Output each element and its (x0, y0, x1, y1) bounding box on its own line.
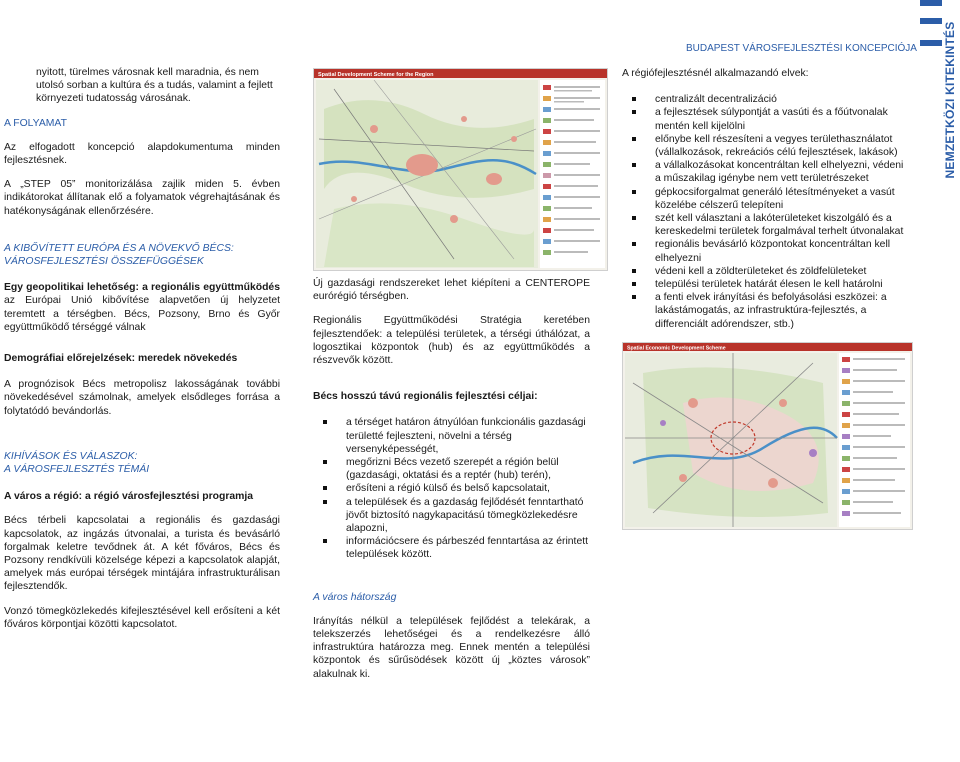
demography-paragraph: A prognózisok Bécs metropolisz lakosságának további növekedésével számolnak, amelyek elsődleges forrása a folytatódó bevándorlás. (4, 379, 280, 417)
demography-heading: Demográfiai előrejelzések: meredek növekedés (4, 353, 238, 365)
economic-development-map (622, 342, 913, 530)
hinterland-heading: A város hátország (313, 591, 397, 603)
kihivasok-heading-line-2: A VÁROSFEJLESZTÉS TÉMÁI (4, 464, 150, 476)
goals-list (313, 416, 590, 561)
folyamat-paragraph-1: Az elfogadott koncepció alapdokumentuma minden fejlesztésnek. (4, 141, 280, 167)
principle-item: a vállalkozásokat koncentráltan kell elhelyezni, védeni a műszakilag igénybe nem vett területrészeket (622, 159, 910, 185)
column-1 (4, 66, 280, 631)
principle-item: a fenti elvek irányítási és befolyásolási eszközei: a lakástámogatás, az infrastruktúra-fejlesztés, a differenciált adórendszer, stb.) (622, 291, 910, 331)
principle-item: gépkocsiforgalmat generáló létesítményeket a vasút közelébe célszerű telepíteni (622, 186, 910, 212)
geopolitical-text: az Európai Unió kibővítése alapvetően új helyzetet teremtett a térségben. Bécs, Pozsony, Brno és Győr együttműködő térséggé válnak (4, 295, 280, 333)
principles-list (622, 93, 910, 331)
principle-item: települési területek határát élesen le kell határolni (622, 278, 910, 291)
geopolitical-lead: Egy geopolitikai lehetőség: a regionális együttműködés (4, 282, 280, 294)
economic-map-title: Spatial Economic Development Scheme (627, 345, 726, 352)
principle-item: szét kell választani a lakóterületeket kiszolgáló és a kereskedelmi területek forgalmával terhelt útvonalakat (622, 212, 910, 238)
goal-item: erősíteni a régió külső és belső kapcsolatait, (313, 482, 590, 495)
regional-map-title: Spatial Development Scheme for the Region (318, 72, 434, 78)
regional-map-graphic (314, 69, 607, 270)
kihivasok-heading-line-1: KIHÍVÁSOK ÉS VÁLASZOK: (4, 450, 138, 462)
europa-heading-line-2: VÁROSFEJLESZTÉSI ÖSSZEFÜGGÉSEK (4, 256, 204, 268)
strategy-paragraph: Regionális Együttműködési Stratégia keretében fejlesztendőek: a települési területek, a térségi úthálózat, a logosztikai központok (hub) és az együttműködés a részvevők között. (313, 315, 590, 367)
centerope-paragraph: Új gazdasági rendszereket lehet kiépíteni a CENTEROPE eurórégió térségben. (313, 278, 590, 303)
geopolitical-paragraph (4, 281, 280, 334)
intro-paragraph: nyitott, türelmes városnak kell maradnia, és nem utolsó sorban a kultúra és a tudás, valamint a fejlett környezeti tudatosság városának. (36, 67, 273, 105)
principle-item: védeni kell a zöldterületeket és zöldfelületeket (622, 265, 910, 278)
goals-heading: Bécs hosszú távú regionális fejlesztési céljai: (313, 391, 538, 403)
goal-item: megőrizni Bécs vezető szerepét a régión belül (gazdasági, oktatási és a reptér (hub) terén), (313, 456, 590, 482)
side-stripe-2 (920, 18, 942, 24)
regional-spatial-map (313, 68, 608, 271)
column-2 (313, 277, 590, 681)
side-stripe-3 (920, 40, 942, 46)
principle-item: regionális bevásárló központokat koncentráltan kell elhelyezni (622, 238, 910, 264)
side-stripe-1 (920, 0, 942, 6)
section-header-title: BUDAPEST VÁROSFEJLESZTÉSI KONCEPCIÓJA (686, 43, 917, 54)
hinterland-paragraph: Irányítás nélkül a települések fejlődést a telekárak, a telekszerzés lehetőségei és a rendelkezésre álló infrastruktúra határozza meg. Ennek mentén a települési központok és sűrűsödések között új „köztes városok” alakulnak ki. (313, 615, 590, 680)
principle-item: a fejlesztések súlypontját a vasúti és a főútvonalak mentén kell kijelölni (622, 106, 910, 132)
goal-item: információcsere és párbeszéd fenntartása az érintett települések között. (313, 535, 590, 561)
folyamat-paragraph-2: A „STEP 05” monitorizálása zajlik miden 5. évben indikátorokat állítanak elő a folyamatok végrehajtásának és hatékonyságának ellenőrzésére. (4, 179, 280, 217)
principle-item: előnybe kell részesíteni a vegyes területhasználatot (vállalkozások, rekreációs célú fejlesztések, lakások) (622, 133, 910, 159)
transport-paragraph: Vonzó tömegközlekedés kifejlesztésével kell erősíteni a két főváros körpontjai közötti kapcsolatot. (4, 605, 280, 630)
vertical-section-title: NEMZETKÖZI KITEKINTÉS (943, 21, 957, 179)
column-3 (622, 67, 910, 331)
city-region-paragraph: Bécs térbeli kapcsolatai a regionális és gazdasági kapcsolatok, az ingázás útvonalai, a turista és bevásárló forgalmak keletre tevődnek át. A két főváros, Bécs és Pozsony rendkívüli közelsége képezi a kapcsolatok alapját, amelyek más európai térségek mintájára infrastrukturálisan fejlesztendők. (4, 515, 280, 593)
economic-map-graphic (623, 343, 912, 529)
goal-item: a települések és a gazdaság fejlődését fenntartható jövőt biztosító nagykapacitású tömegközlekedésre alapozni, (313, 496, 590, 536)
europa-heading-line-1: A KIBŐVÍTETT EURÓPA ÉS A NÖVEKVŐ BÉCS: (4, 242, 234, 254)
city-region-heading: A város a régió: a régió városfejlesztési programja (4, 491, 254, 503)
folyamat-heading: A FOLYAMAT (4, 117, 67, 129)
goal-item: a térséget határon átnyúlóan funkcionális gazdasági területté fejleszteni, növelni a térség versenyképességét, (313, 416, 590, 456)
principles-intro: A régiófejlesztésnél alkalmazandó elvek: (622, 68, 809, 79)
principle-item: centralizált decentralizáció (622, 93, 910, 106)
